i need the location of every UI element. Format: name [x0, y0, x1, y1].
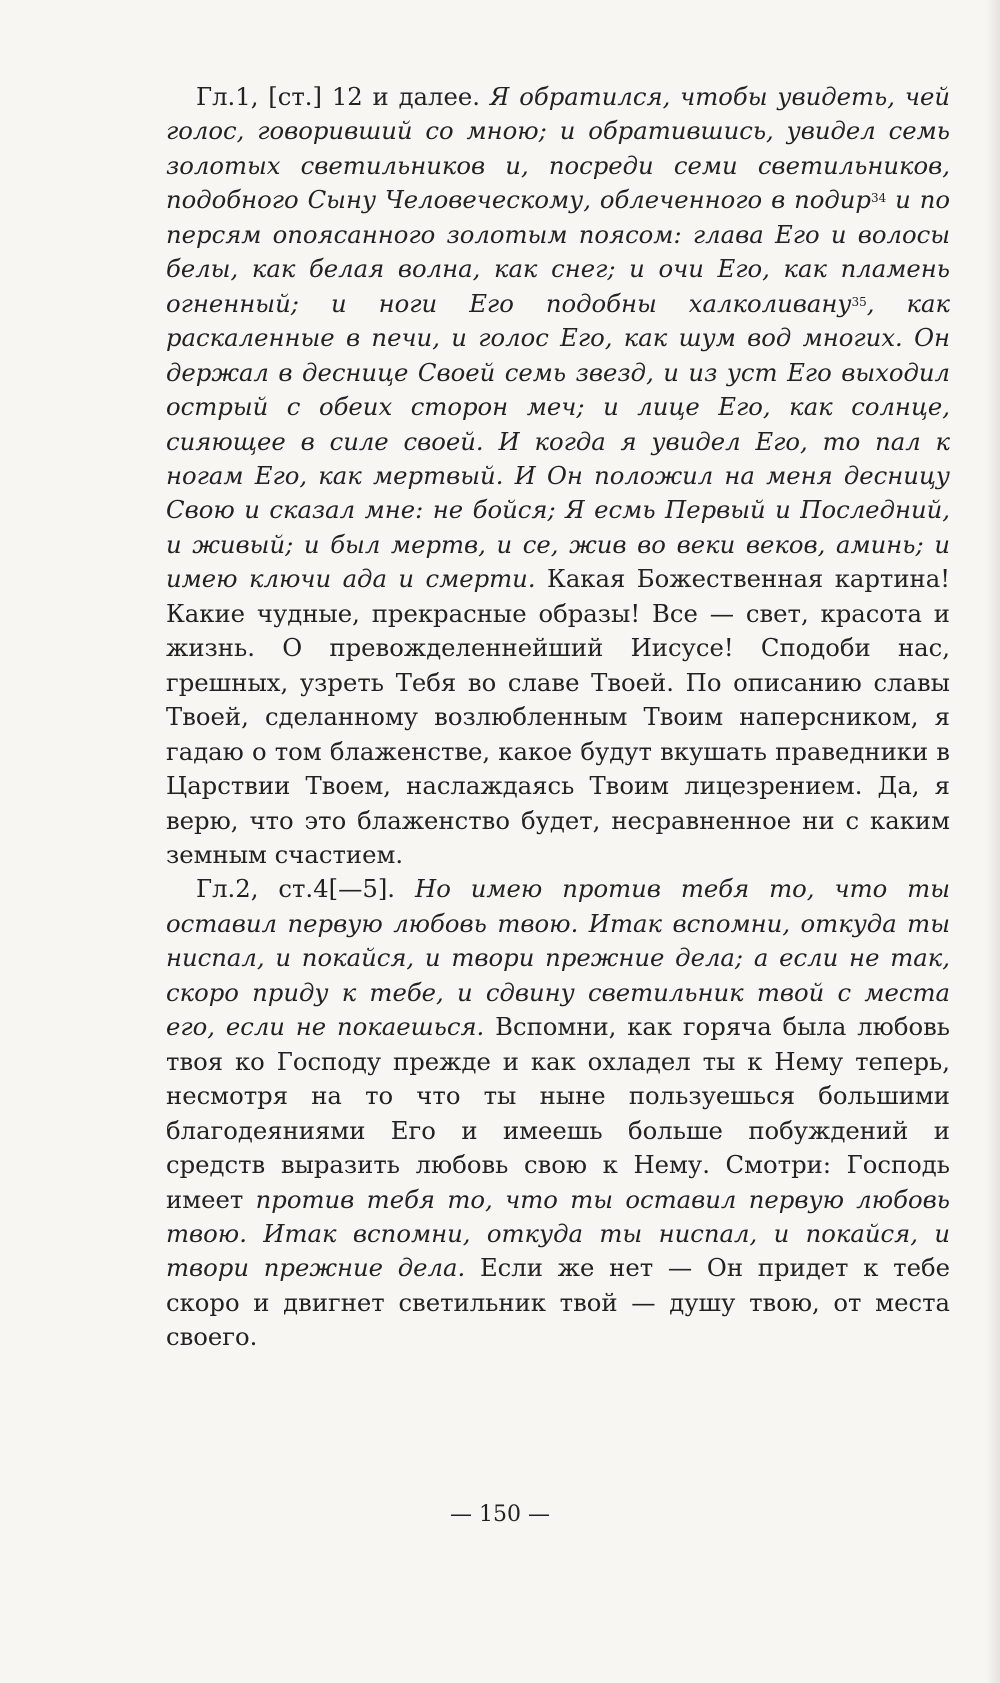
- footnote-marker: 34: [871, 191, 887, 206]
- scripture-quote: , как раскаленные в печи, и голос Его, как шум вод многих. Он держал в деснице Своей семь звезд, и из уст Его выходил острый с обеих сторон меч; и лице Его, как солнце, сияющее в силе своей. И когда я увидел Его, то пал к ногам Его, как мертвый. И Он положил на меня десницу Свою и сказал мне: не бойся; Я есмь Первый и Последний, и живый; и был мертв, и се, жив во веки веков, аминь; и имею ключи ада и смерти.: [166, 288, 950, 594]
- body-text: [166, 80, 950, 1355]
- commentary-text: Какая Божественная картина! Какие чудные, прекрасные образы! Все — свет, красота и жизнь. О превожделеннейший Иисусе! Сподоби нас, грешных, узреть Тебя во славе Твоей. По описанию славы Твоей, сделанному возлюбленным Твоим наперсником, я гадаю о том блаженстве, какое будут вкушать праведники в Царствии Твоем, наслаждаясь Твоим лицезрением. Да, я верю, что это блаженство будет, несравненное ни с каким земным счастием.: [166, 564, 951, 869]
- scripture-quote-inline: против тебя то, что ты оставил первую любовь твою. Итак вспомни, откуда ты ниспал, и покайся, и твори прежние дела.: [166, 1184, 950, 1283]
- page-number: — 150 —: [450, 1502, 550, 1527]
- scripture-quote: и по персям опоясанного золотым поясом: глава Его и волосы белы, как белая волна, как снег; и очи Его, как пламень огненный; и ноги Его подобны халколивану: [166, 185, 951, 318]
- scripture-quote: Я обратился, чтобы увидеть, чей голос, говоривший со мною; и обратившись, увидел семь золотых светильников и, посреди семи светильников, подобного Сыну Человеческому, облеченного в подир: [166, 82, 950, 215]
- scripture-quote: Но имею против тебя то, что ты оставил первую любовь твою. Итак вспомни, откуда ты ниспал, и покайся, и твори прежние дела; а если не так, скоро приду к тебе, и сдвину светильник твой с места его, если не покаешься.: [166, 874, 951, 1042]
- paragraph-chapter-1: [166, 80, 950, 872]
- footnote-marker: 35: [851, 294, 867, 309]
- chapter-reference: Гл.1, [ст.] 12 и далее.: [196, 82, 480, 111]
- page-edge-shadow: [986, 0, 1000, 1683]
- paragraph-chapter-2: [166, 872, 950, 1354]
- chapter-reference: Гл.2, ст.4[—5].: [196, 874, 396, 904]
- commentary-text: Если же нет — Он придет к тебе скоро и двигнет светильник твой — душу твою, от места своего.: [166, 1253, 950, 1352]
- commentary-text: Вспомни, как горяча была любовь твоя ко Господу прежде и как охладел ты к Нему теперь, несмотря на то что ты ныне пользуешься большими благодеяниями Его и имеешь больше побуждений и средств выразить любовь свою к Нему. Смотри: Господь имеет: [166, 1012, 950, 1214]
